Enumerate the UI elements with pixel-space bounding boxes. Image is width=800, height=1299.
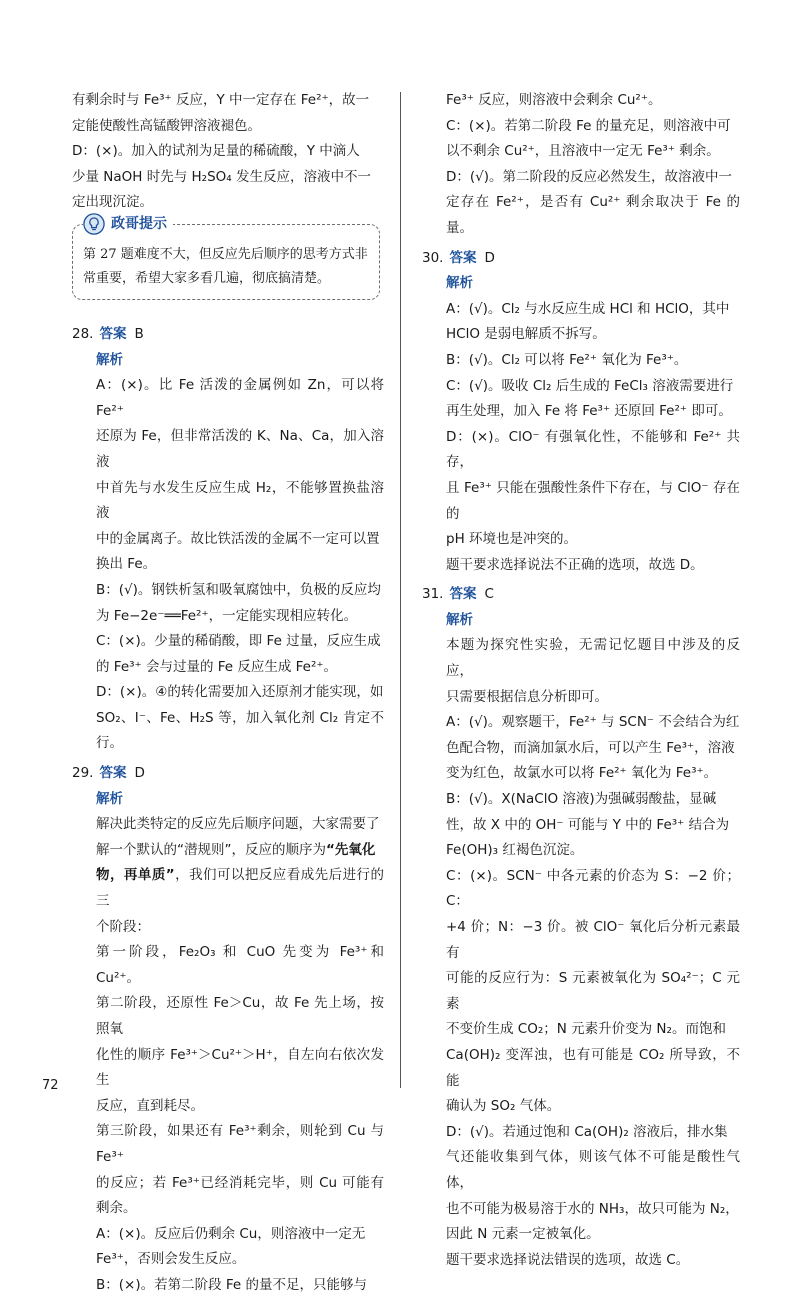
text-line: 定能使酸性高锰酸钾溶液褪色。 (72, 117, 261, 134)
text-line: 本题为探究性实验，无需记忆题目中涉及的反应， (446, 637, 740, 680)
text-line: 定出现沉淀。 (72, 194, 153, 211)
text-line: C：(×)。少量的稀硝酸，即 Fe 过量，反应生成 (96, 633, 381, 650)
question-number: 28. (72, 325, 94, 342)
question-number: 30. (422, 249, 444, 266)
answer-value: D (484, 249, 495, 266)
analysis-label: 解析 (96, 790, 123, 807)
text-line: 因此 N 元素一定被氧化。 (446, 1226, 600, 1243)
question-31-body (422, 633, 740, 1273)
column-divider (400, 92, 401, 1088)
text-line: 中首先与水发生反应生成 H₂，不能够置换盐溶液 (96, 479, 384, 522)
text-line: 第二阶段，还原性 Fe＞Cu，故 Fe 先上场，按照氧 (96, 995, 384, 1037)
text-line: 反应，直到耗尽。 (96, 1097, 204, 1114)
right-column (422, 88, 740, 1273)
tip-title: 政哥提示 (111, 215, 167, 232)
tip-box (72, 215, 380, 300)
text-line: 也不可能为极易溶于水的 NH₃，故只可能为 N₂， (446, 1200, 739, 1217)
text-line: 只需要根据信息分析即可。 (446, 688, 608, 705)
left-column (72, 88, 384, 1299)
text-line: Fe³⁺ 反应，则溶液中会剩余 Cu²⁺。 (446, 92, 662, 108)
text-line: 解决此类特定的反应先后顺序问题，大家需要了 (96, 816, 380, 833)
text-line: 色配合物，而滴加氯水后，可以产生 Fe³⁺，溶液 (446, 739, 735, 756)
text-line: 还原为 Fe，但非常活泼的 K、Na、Ca，加入溶液 (96, 428, 384, 470)
text-line: 题干要求选择说法不正确的选项，故选 D。 (446, 556, 704, 573)
question-29-body (72, 812, 384, 1298)
text-line: 再生处理，加入 Fe 将 Fe³⁺ 还原回 Fe²⁺ 即可。 (446, 403, 732, 420)
text-line: 不变价生成 CO₂；N 元素升价变为 N₂。而饱和 (446, 1021, 726, 1038)
text-line: 换出 Fe。 (96, 556, 157, 573)
text-line: 的 Fe³⁺ 会与过量的 Fe 反应生成 Fe²⁺。 (96, 658, 338, 675)
question-30-body (422, 297, 740, 579)
text-run: ，我们可以把反应看成先后进行的三 (96, 867, 384, 910)
text-line: 个阶段： (96, 918, 150, 935)
text-line (96, 863, 384, 914)
text-line: A：(×)。反应后仍剩余 Cu，则溶液中一定无 (96, 1225, 366, 1242)
answer-value: C (484, 586, 494, 603)
text-line: B：(√)。Cl₂ 可以将 Fe²⁺ 氧化为 Fe³⁺。 (446, 351, 688, 368)
text-line: 且 Fe³⁺ 只能在强酸性条件下存在，与 ClO⁻ 存在的 (446, 479, 740, 522)
question-29-continuation (422, 88, 740, 242)
text-line: D：(×)。加入的试剂为足量的稀硫酸，Y 中滴人 (72, 143, 360, 160)
text-line: pH 环境也是冲突的。 (446, 531, 578, 548)
text-line: D：(×)。ClO⁻ 有强氧化性，不能够和 Fe²⁺ 共存， (446, 428, 740, 471)
tip-header (83, 212, 173, 236)
bold-text: “先氧化 (326, 841, 376, 858)
text-line: A：(√)。Cl₂ 与水反应生成 HCl 和 HClO，其中 (446, 300, 730, 317)
text-line: 为 Fe−2e⁻══Fe²⁺，一定能实现相应转化。 (96, 607, 358, 624)
text-line: 定存在 Fe²⁺，是否有 Cu²⁺ 剩余取决于 Fe 的量。 (446, 194, 740, 236)
text-line: 性，故 X 中的 OH⁻ 可能与 Y 中的 Fe³⁺ 结合为 (446, 816, 730, 833)
answer-value: B (134, 325, 144, 342)
analysis-label: 解析 (446, 611, 473, 628)
text-line: 的反应；若 Fe³⁺已经消耗完毕，则 Cu 可能有剩余。 (96, 1174, 384, 1217)
answer-label: 答案 (99, 325, 127, 342)
text-line: 有剩余时与 Fe³⁺ 反应，Y 中一定存在 Fe²⁺，故一 (72, 92, 370, 108)
text-line: +4 价；N：−3 价。被 ClO⁻ 氧化后分析元素最有 (446, 919, 740, 961)
text-line (96, 838, 384, 864)
question-number: 29. (72, 765, 94, 782)
answer-value: D (134, 765, 145, 782)
text-line: C：(×)。若第二阶段 Fe 的量充足，则溶液中可 (446, 117, 731, 134)
text-line: C：(√)。吸收 Cl₂ 后生成的 FeCl₃ 溶液需要进行 (446, 377, 734, 394)
text-run: 解一个默认的“潜规则”，反应的顺序为 (96, 841, 326, 858)
answer-label: 答案 (449, 249, 477, 266)
question-28-body (72, 373, 384, 757)
text-line: 第一阶段，Fe₂O₃ 和 CuO 先变为 Fe³⁺和 Cu²⁺。 (96, 944, 384, 986)
text-line: 变为红色，故氯水可以将 Fe²⁺ 氧化为 Fe³⁺。 (446, 765, 718, 782)
answer-label: 答案 (449, 586, 477, 603)
analysis-label: 解析 (96, 351, 123, 368)
answer-label: 答案 (99, 765, 127, 782)
page-number: 72 (42, 1078, 59, 1093)
text-line: C：(×)。SCN⁻ 中各元素的价态为 S：−2 价；C： (446, 867, 740, 910)
question-29-header (72, 761, 384, 787)
text-line: 中的金属离子。故比铁活泼的金属不一定可以置 (96, 530, 380, 547)
text-line: 气还能收集到气体，则该气体不可能是酸性气体， (446, 1149, 740, 1191)
text-line: 化性的顺序 Fe³⁺＞Cu²⁺＞H⁺，自左向右依次发生 (96, 1046, 384, 1089)
question-31-header (422, 582, 740, 608)
text-line: 以不剩余 Cu²⁺，且溶液中一定无 Fe³⁺ 剩余。 (446, 143, 720, 160)
text-line: A：(×)。比 Fe 活泼的金属例如 Zn，可以将 Fe²⁺ (96, 377, 384, 419)
bold-text: 物，再单质” (96, 867, 175, 884)
question-30-header (422, 246, 740, 272)
text-line: 少量 NaOH 时先与 H₂SO₄ 发生反应，溶液中不一 (72, 168, 371, 185)
text-line: D：(√)。第二阶段的反应必然发生，故溶液中一 (446, 168, 733, 185)
text-line: B：(×)。若第二阶段 Fe 的量不足，只能够与 (96, 1276, 368, 1293)
text-line: 第三阶段，如果还有 Fe³⁺剩余，则轮到 Cu 与 Fe³⁺ (96, 1123, 384, 1165)
text-line: 确认为 SO₂ 气体。 (446, 1098, 561, 1115)
text-line: D：(×)。④的转化需要加入还原剂才能实现，如 (96, 684, 384, 701)
text-line: 题干要求选择说法错误的选项，故选 C。 (446, 1251, 690, 1268)
tip-line: 第 27 题难度不大，但反应先后顺序的思考方式非 (83, 246, 368, 262)
text-line: B：(√)。X(NaClO 溶液)为强碱弱酸盐，显碱 (446, 791, 717, 808)
text-line: D：(√)。若通过饱和 Ca(OH)₂ 溶液后，排水集 (446, 1123, 728, 1140)
analysis-label: 解析 (446, 275, 473, 292)
text-line: Fe³⁺，否则会发生反应。 (96, 1251, 246, 1268)
tip-line: 常重要，希望大家多看几遍，彻底搞清楚。 (83, 270, 331, 286)
text-line: HClO 是弱电解质不拆写。 (446, 326, 606, 343)
text-line: B：(√)。钢铁析氢和吸氧腐蚀中，负极的反应均 (96, 581, 381, 598)
text-line: SO₂、I⁻、Fe、H₂S 等，加入氧化剂 Cl₂ 肯定不行。 (96, 709, 384, 752)
text-line: A：(√)。观察题干，Fe²⁺ 与 SCN⁻ 不会结合为红 (446, 714, 740, 731)
question-number: 31. (422, 586, 444, 603)
text-line: Fe(OH)₃ 红褐色沉淀。 (446, 842, 584, 859)
lightbulb-icon (83, 213, 105, 235)
text-line: Ca(OH)₂ 变浑浊，也有可能是 CO₂ 所导致，不能 (446, 1046, 740, 1089)
question-28-header (72, 322, 384, 348)
text-line: 可能的反应行为：S 元素被氧化为 SO₄²⁻；C 元素 (446, 970, 740, 1012)
